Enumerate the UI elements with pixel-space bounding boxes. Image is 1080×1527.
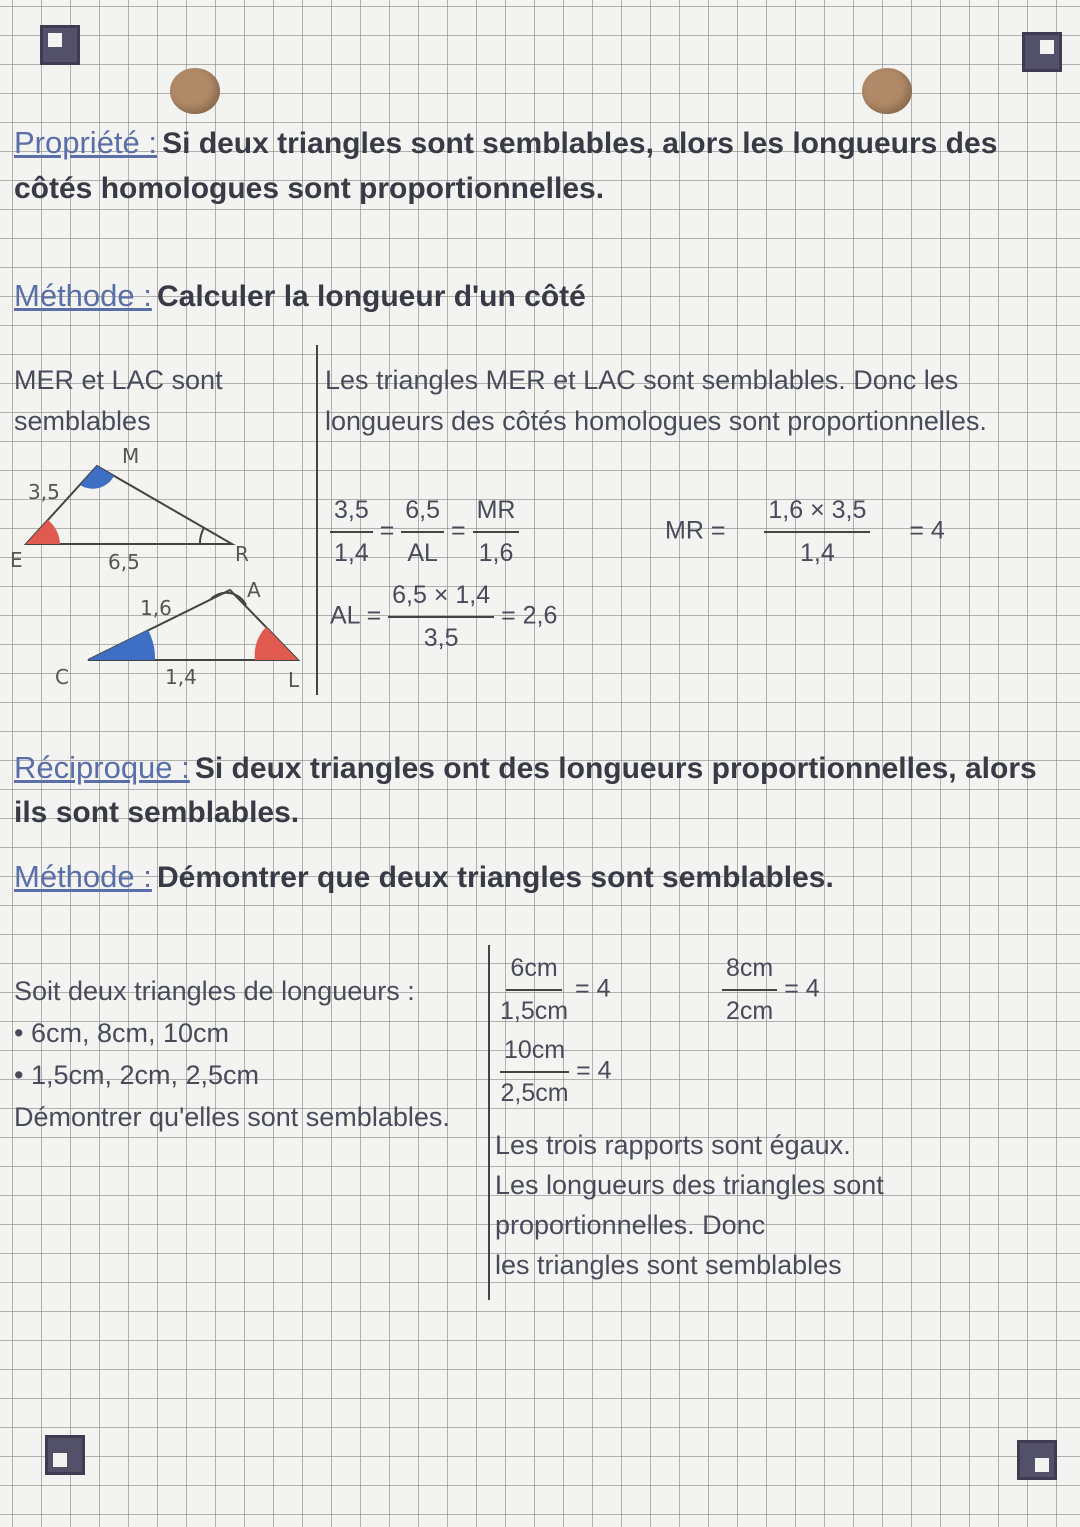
angle-c (88, 630, 155, 660)
ratio-2: $\frac{8cm}{2cm}$ = 4 (722, 948, 820, 1032)
corner-marker-icon (1022, 32, 1062, 72)
property-block (14, 122, 1069, 213)
property-text: Si deux triangles sont semblables, alors les longueurs des côtés homologues sont proportionnelles. (14, 127, 998, 205)
ratio-3: $\frac{10cm}{2,5cm}$ = 4 (500, 1030, 612, 1114)
label-cl: 1,4 (165, 665, 197, 689)
angle-e (26, 520, 60, 544)
method1-title: Calculer la longueur d'un côté (156, 280, 586, 313)
label-ca: 1,6 (140, 596, 172, 620)
method2-heading: Méthode : Démontrer que deux triangles sont semblables. (14, 859, 834, 894)
method2-left: Soit deux triangles de longueurs : • 6cm, 8cm, 10cm • 1,5cm, 2cm, 2,5cm Démontrer qu'elles sont semblables. (14, 976, 450, 1132)
label-m: M (122, 444, 140, 468)
angle-l (255, 627, 298, 660)
property-label: Propriété : (14, 125, 158, 160)
divider (488, 945, 490, 1300)
angle-a (210, 593, 246, 605)
proportion-equation: $\frac{3,5}{1,4}$ = $\frac{6,5}{AL}$ = $\frac{MR}{1,6}$ (330, 490, 519, 574)
method2-title: Démontrer que deux triangles sont semblables. (156, 861, 834, 894)
method1-right-text: Les triangles MER et LAC sont semblables. Donc les longueurs des côtés homologues sont proportionnelles. (325, 365, 987, 436)
method1-heading: Méthode : Calculer la longueur d'un côté (14, 278, 586, 313)
angle-m (80, 466, 114, 489)
label-me: 3,5 (28, 480, 60, 504)
corner-marker-icon (1017, 1440, 1057, 1480)
method2-conclusion: Les trois rapports sont égaux. Les longueurs des triangles sont proportionnelles. Donc les triangles sont semblables (495, 1130, 884, 1280)
punch-hole (170, 68, 220, 114)
corner-marker-icon (45, 1435, 85, 1475)
converse-block: Réciproque : Si deux triangles ont des longueurs proportionnelles, alors ils sont semblables. (14, 750, 1037, 829)
label-a: A (247, 578, 261, 602)
punch-hole (862, 68, 912, 114)
label-c: C (55, 665, 69, 689)
mr-equation: MR = $\frac{1,6 \times 3,5}{1,4}$ = 4 (665, 490, 945, 574)
converse-text: Si deux triangles ont des longueurs proportionnelles, alors ils sont semblables. (14, 752, 1037, 829)
label-r: R (235, 542, 249, 566)
triangles-figure (0, 440, 320, 690)
angle-r (200, 528, 204, 544)
label-l: L (288, 668, 300, 692)
label-e: E (10, 548, 23, 572)
method1-left-text: MER et LAC sont semblables (14, 365, 223, 436)
ratio-1: $\frac{6cm}{1,5cm}$ = 4 (500, 948, 611, 1032)
label-er: 6,5 (108, 550, 140, 574)
corner-marker-icon (40, 25, 80, 65)
al-equation: AL = $\frac{6,5 \times 1,4}{3,5}$ = 2,6 (330, 575, 557, 659)
